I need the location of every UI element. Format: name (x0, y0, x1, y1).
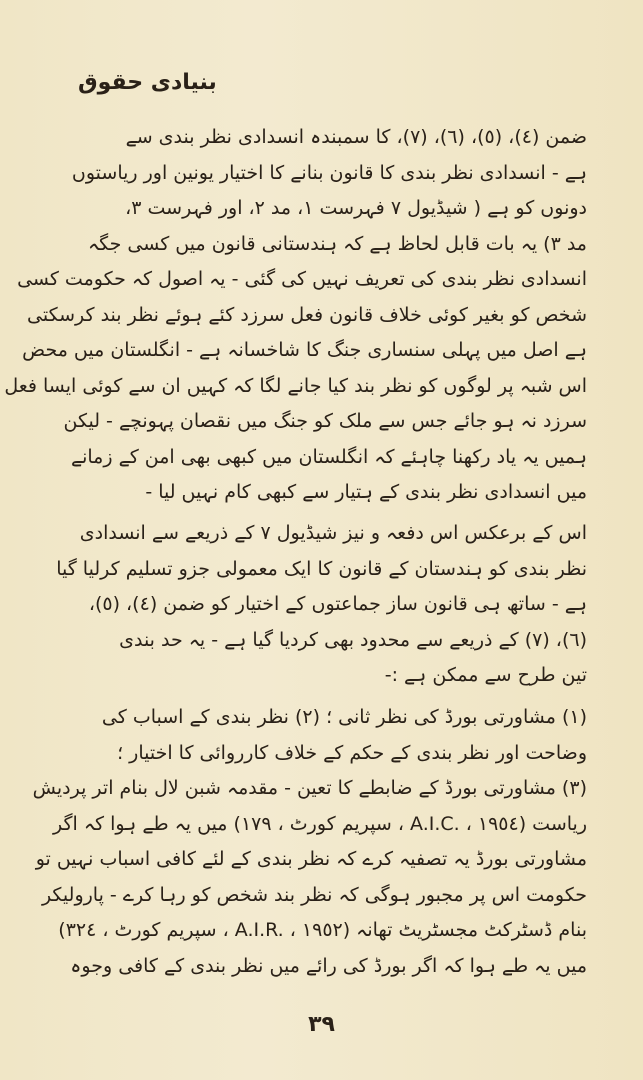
text-line: مد ۳) یہ بات قابل لحاظ ہے کہ ہندستانی قانون میں کسی جگہ (88, 232, 587, 255)
text-line: ہے - ساتھ ہی قانون ساز جماعتوں کے اختیار کو ضمن (٤)، (٥)، (88, 593, 587, 615)
text-line: وضاحت اور نظر بندی کے حکم کے خلاف کارروائی کا اختیار ؛ (117, 741, 587, 764)
text-line: تین طرح سے ممکن ہے :- (384, 664, 587, 686)
paragraph-2 (56, 516, 587, 694)
paragraph-3 (32, 700, 587, 984)
text-line: (٦)، (٧) کے ذریعے سے محدود بھی کردیا گیا ہے - یہ حد بندی (119, 628, 587, 651)
text-line: ضمن (٤)، (٥)، (٦)، (٧)، کا سمبندہ انسدادی نظر بندی سے (125, 126, 587, 148)
text-line: ہمیں یہ یاد رکھنا چاہئے کہ انگلستان میں کبھی بھی امن کے زمانے (70, 445, 587, 468)
text-line: (۳) مشاورتی بورڈ کے ضابطے کا تعین - مقدمہ شبن لال بنام اتر پردیش (32, 777, 587, 799)
text-line: اس شبہ پر لوگوں کو نظر بند کیا جانے لگا کہ کہیں ان سے کوئی ایسا فعل (4, 374, 587, 397)
text-line: میں انسدادی نظر بندی کے ہتیار سے کبھی کام نہیں لیا - (145, 481, 587, 503)
text-line: ریاست (A.I.C. ، ۱۹٥٤ ، سپریم کورٹ ، ۱۷۹) میں یہ طے ہوا کہ اگر (53, 812, 587, 835)
text-line: اس کے برعکس اس دفعہ و نیز شیڈیول ۷ کے ذریعے سے انسدادی (79, 522, 587, 544)
text-line: بنام ڈسٹرکٹ مجسٹریٹ تھانہ (A.I.R. ، ۱۹٥۲ ، سپریم کورٹ ، ۳۲٤) (58, 919, 587, 941)
text-line: حکومت اس پر مجبور ہوگی کہ نظر بند شخص کو رہا کرے - پارولیکر (41, 883, 587, 906)
text-line: انسدادی نظر بندی کی تعریف نہیں کی گئی - یہ اصول کہ حکومت کسی (17, 268, 587, 290)
text-line: شخص کو بغیر کوئی خلاف قانون فعل سرزد کئے ہوئے نظر بند کرسکتی (27, 303, 587, 326)
paragraph-1 (4, 120, 587, 511)
text-line: ہے - انسدادی نظر بندی کا قانون بنانے کا اختیار یونین اور ریاستوں (71, 161, 587, 184)
text-line: ہے اصل میں پہلی سنساری جنگ کا شاخسانہ ہے - انگلستان میں محض (22, 339, 587, 361)
text-line: سرزد نہ ہو جائے جس سے ملک کو جنگ میں نقصان پہونچے - لیکن (63, 410, 587, 432)
running-header: بنیادی حقوق (78, 70, 217, 95)
text-line: مشاورتی بورڈ یہ تصفیہ کرے کہ نظر بندی کے لئے کافی اسباب نہیں تو (35, 848, 587, 870)
page-number: ۳۹ (308, 1012, 335, 1037)
text-line: میں یہ طے ہوا کہ اگر بورڈ کی رائے میں نظر بندی کے کافی وجوہ (70, 954, 587, 977)
text-line: دونوں کو ہے ( شیڈیول ۷ فہرست ۱، مد ۲، اور فہرست ۳، (125, 197, 587, 219)
text-line: نظر بندی کو ہندستان کے قانون کا ایک معمولی جزو تسلیم کرلیا گیا (56, 557, 587, 580)
text-line: (۱) مشاورتی بورڈ کی نظر ثانی ؛ (۲) نظر بندی کے اسباب کی (101, 706, 587, 728)
